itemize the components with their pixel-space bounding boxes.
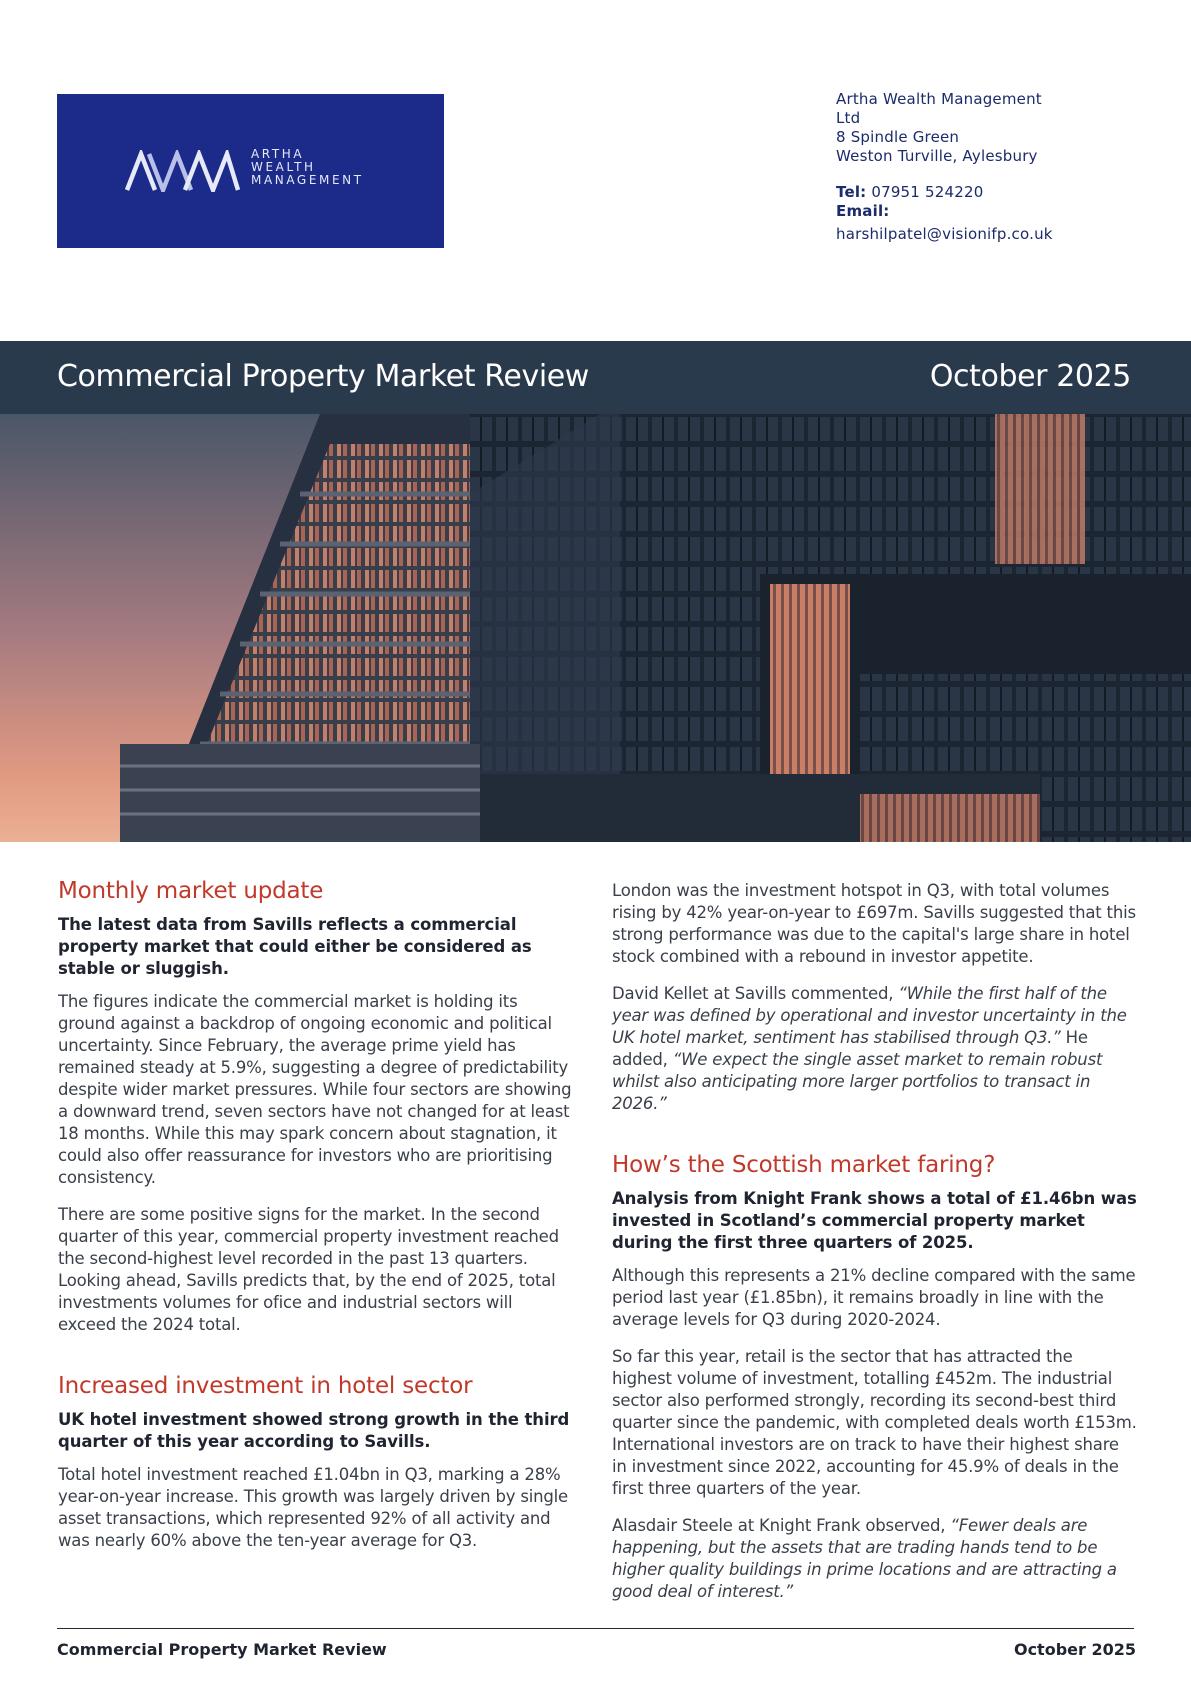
footer-divider (57, 1628, 1134, 1629)
section-lead: Analysis from Knight Frank shows a total of £1.46bn was invested in Scotland’s commercial property market during the first three quarters of 2025. (612, 1189, 1137, 1252)
logo-line-1: ARTHA (251, 147, 305, 161)
telephone-row (836, 183, 1136, 202)
logo-line-2: WEALTH (251, 160, 316, 174)
footer-title: Commercial Property Market Review (57, 1640, 387, 1659)
quote-text: “Fewer deals are happening, but the assets that are trading hands tend to be higher quality buildings in prime locations and are attracting a good deal of interest.” (612, 1516, 1117, 1601)
telephone-label: Tel: (836, 183, 867, 201)
city-buildings-illustration (0, 414, 1191, 842)
title-band (0, 341, 1191, 414)
logo-wordmark (251, 148, 364, 187)
email-row (836, 202, 1136, 244)
left-column (58, 876, 573, 1567)
footer-date: October 2025 (1013, 1640, 1136, 1659)
paragraph: So far this year, retail is the sector that has attracted the highest volume of investment, totalling £452m. The industrial sector also performed strongly, recording its second-best third quarter since the pandemic, with completed deals worth £153m. International investors are on track to have their highest share in investment since 2022, accounting for 45.9% of deals in the first three quarters of the year. (612, 1347, 1137, 1498)
quote-paragraph (612, 983, 1137, 1115)
section-heading-monthly-update: Monthly market update (58, 878, 324, 904)
quote-text: “We expect the single asset market to remain robust whilst also anticipating more larger portfolios to transact in 2026.” (612, 1050, 1103, 1113)
email-address[interactable]: harshilpatel@visionifp.co.uk (836, 225, 1053, 243)
quote-intro: Alasdair Steele at Knight Frank observed, (612, 1516, 951, 1535)
paragraph: Although this represents a 21% decline compared with the same period last year (£1.85bn), it remains broadly in line with the average levels for Q3 during 2020-2024. (612, 1266, 1136, 1329)
section-lead: The latest data from Savills reflects a commercial property market that could either be considered as stable or sluggish. (58, 915, 532, 978)
company-logo (57, 94, 444, 248)
paragraph: The figures indicate the commercial market is holding its ground against a backdrop of ongoing economic and political uncertainty. Since February, the average prime yield has remained steady at 5.9%, suggesting a degree of predictability despite wider market pressures. While four sectors are showing a downward trend, seven sectors have not changed for at least 18 months. While this may spark concern about stagnation, it could also offer reassurance for investors who are prioritising consistency. (58, 992, 572, 1187)
address-line-1: 8 Spindle Green (836, 128, 960, 146)
section-lead: UK hotel investment showed strong growth in the third quarter of this year according to Savills. (58, 1410, 570, 1451)
issue-date: October 2025 (929, 359, 1131, 394)
right-column (612, 880, 1137, 1618)
quote-paragraph (612, 1515, 1137, 1603)
awm-logo-mark (125, 150, 240, 192)
paragraph: London was the investment hotspot in Q3, with total volumes rising by 42% year-on-year to £697m. Savills suggested that this strong performance was due to the capital's large share in hotel stock combined with a rebound in investor appetite. (612, 881, 1136, 966)
section-heading-scottish-market: How’s the Scottish market faring? (612, 1152, 996, 1178)
email-label: Email: (836, 202, 890, 220)
hero-image (0, 414, 1191, 842)
contact-block (836, 90, 1136, 244)
paragraph: There are some positive signs for the market. In the second quarter of this year, commercial property investment reached the second-highest level recorded in the past 13 quarters. Looking ahead, Savills predicts that, by the end of 2025, total investments volumes for ofice and industrial sectors will exceed the 2024 total. (58, 1205, 559, 1334)
page-title: Commercial Property Market Review (57, 359, 589, 394)
paragraph: Total hotel investment reached £1.04bn in Q3, marking a 28% year-on-year increase. This growth was largely driven by single asset transactions, which represented 92% of all activity and was nearly 60% above the ten-year average for Q3. (58, 1465, 568, 1550)
telephone-number[interactable]: 07951 524220 (871, 183, 984, 201)
logo-line-3: MANAGEMENT (251, 173, 364, 187)
quote-connector: He added, (612, 1028, 1088, 1069)
section-heading-hotel-sector: Increased investment in hotel sector (58, 1373, 473, 1399)
quote-intro: David Kellet at Savills commented, (612, 984, 899, 1003)
company-name: Artha Wealth Management Ltd (836, 90, 1042, 127)
quote-text: “While the first half of the year was defined by operational and investor uncertainty in the UK hotel market, sentiment has stabilised through Q3.” (612, 984, 1127, 1047)
address-line-2: Weston Turville, Aylesbury (836, 147, 1038, 165)
